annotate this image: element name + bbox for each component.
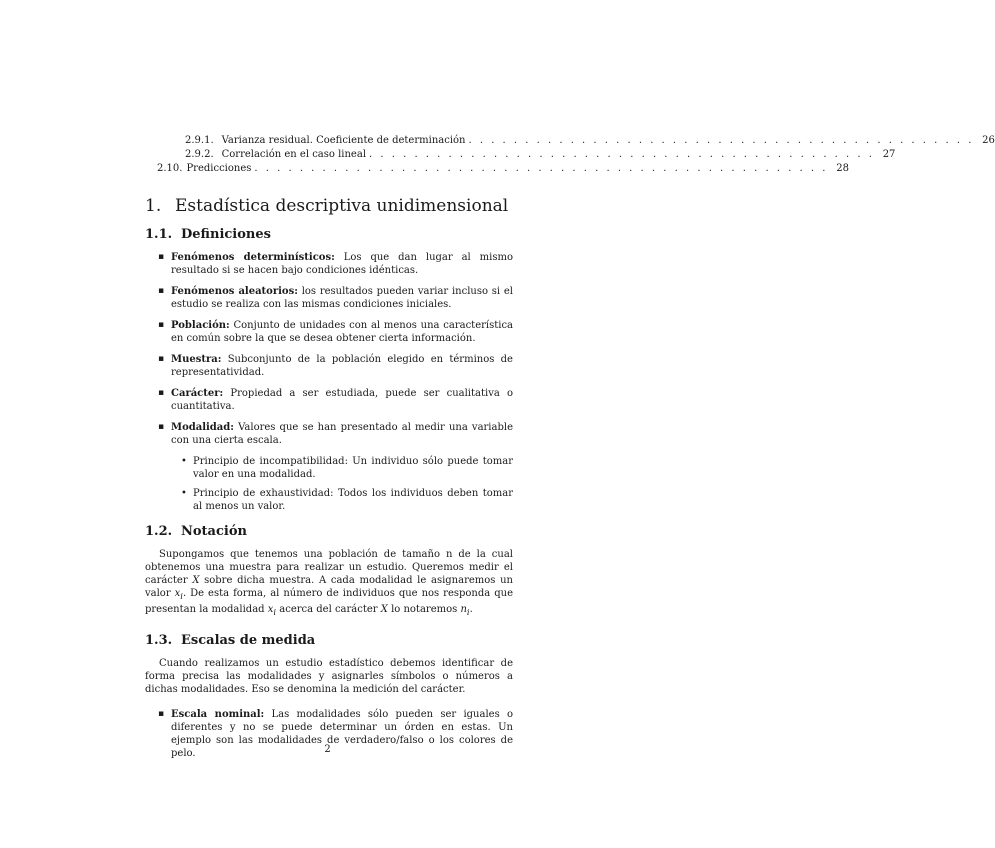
item-text: Conjunto de unidades con al menos una característica en común sobre la que se desea obtener cierta información. xyxy=(171,320,514,344)
toc-entry[interactable] xyxy=(145,162,849,176)
list-item xyxy=(145,387,513,413)
list-item xyxy=(145,319,513,345)
list-item xyxy=(145,251,513,277)
toc-number: 2.9.1. xyxy=(185,135,214,146)
math-subscript: i xyxy=(273,607,277,617)
math-symbol: x xyxy=(174,588,181,599)
sub-list-item: • Principio de incompatibilidad: Un individuo sólo puede tomar valor en una modalidad. xyxy=(171,455,513,481)
toc-page: 27 xyxy=(882,149,896,160)
math-var xyxy=(460,604,469,615)
math-var xyxy=(268,604,276,615)
subsection-title: Notación xyxy=(181,524,247,539)
item-term: Población: xyxy=(171,320,230,331)
item-term: Fenómenos aleatorios: xyxy=(171,286,298,297)
subsection-heading xyxy=(145,227,513,243)
item-text: Las modalidades sólo pueden ser iguales o diferentes y no se puede determinar un órden en estas. Un ejemplo son las modalidades de verdadero/falso o los colores de pelo. xyxy=(171,709,514,759)
table-of-contents xyxy=(145,134,995,176)
toc-number: 2.10. xyxy=(157,163,183,174)
item-text: Los que dan lugar al mismo resultado si se hacen bajo condiciones idénticas. xyxy=(171,252,513,276)
math-var xyxy=(175,588,183,599)
math-var: X xyxy=(380,604,388,615)
item-text: Valores que se han presentado al medir una variable con una cierta escala. xyxy=(171,422,513,446)
text-run: lo notaremos xyxy=(391,604,458,615)
item-term: Escala nominal: xyxy=(171,709,265,720)
subsection-heading xyxy=(145,524,513,540)
toc-title: Varianza residual. Coeficiente de determinación xyxy=(221,135,466,146)
subsection-number: 1.1. xyxy=(145,227,173,242)
subsection-number: 1.3. xyxy=(145,633,173,648)
math-symbol: n xyxy=(460,604,467,615)
text-run: Supongamos que tenemos una población de tamaño n de la cual obtenemos una muestra para realizar un estudio. Queremos medir el carácter xyxy=(145,549,513,586)
paragraph: Cuando realizamos un estudio estadístico debemos identificar de forma precisa las modalidades y asignarles símbolos o números a dichas modalidades. Eso se denomina la medición del carácter. xyxy=(145,658,513,695)
text-run: sobre dicha muestra. A cada modalidad le asignaremos un valor xyxy=(145,575,513,599)
toc-leader: . . . . . . . . . . . . . . . . . . . . . . . . . . . . . . . . . . . . . . . . . . . . . . . . . . . xyxy=(254,163,828,174)
definitions-list xyxy=(145,251,513,513)
math-subscript: i xyxy=(466,607,470,617)
text-run: acerca del carácter xyxy=(279,604,378,615)
section-title: Estadística descriptiva unidimensional xyxy=(175,196,509,216)
item-term: Carácter: xyxy=(171,388,224,399)
sub-list xyxy=(171,455,513,513)
item-text: los resultados pueden variar incluso si el estudio se realiza con las mismas condiciones iniciales. xyxy=(171,286,513,310)
item-term: Modalidad: xyxy=(171,422,234,433)
subsection-title: Escalas de medida xyxy=(181,633,316,648)
item-text: Subconjunto de la población elegido en términos de representatividad. xyxy=(171,354,513,378)
sub-list-item: • Principio de exhaustividad: Todos los individuos deben tomar al menos un valor. xyxy=(171,487,513,513)
page-content xyxy=(145,134,995,768)
toc-entry[interactable] xyxy=(145,134,995,148)
math-subscript: i xyxy=(180,591,183,601)
list-item xyxy=(145,353,513,379)
toc-entry[interactable] xyxy=(145,148,896,162)
section-number: 1. xyxy=(145,196,162,216)
item-term: Muestra: xyxy=(171,354,222,365)
section-heading xyxy=(145,196,513,216)
toc-number: 2.9.2. xyxy=(185,149,214,160)
list-item xyxy=(145,285,513,311)
toc-leader: . . . . . . . . . . . . . . . . . . . . . . . . . . . . . . . . . . . . . . . . . . . . . xyxy=(369,149,875,160)
text-run: . xyxy=(469,604,473,615)
math-var: X xyxy=(192,575,200,586)
toc-leader: . . . . . . . . . . . . . . . . . . . . . . . . . . . . . . . . . . . . . . . . . . . . . xyxy=(468,135,974,146)
item-term: Fenómenos determinísticos: xyxy=(171,252,335,263)
list-item xyxy=(145,421,513,513)
page-number: 2 xyxy=(324,744,331,755)
text-run: . De esta forma, al número de individuos que nos responda que presentan la modalidad xyxy=(145,588,513,615)
toc-title: Correlación en el caso lineal xyxy=(221,149,367,160)
math-symbol: x xyxy=(267,604,274,615)
toc-title: Predicciones xyxy=(186,163,252,174)
paragraph xyxy=(145,548,513,619)
subsection-title: Definiciones xyxy=(181,227,271,242)
item-text: Propiedad a ser estudiada, puede ser cualitativa o cuantitativa. xyxy=(171,388,513,412)
subsection-number: 1.2. xyxy=(145,524,173,539)
subsection-heading xyxy=(145,633,513,649)
toc-page: 28 xyxy=(836,163,849,174)
toc-page: 26 xyxy=(982,135,995,146)
